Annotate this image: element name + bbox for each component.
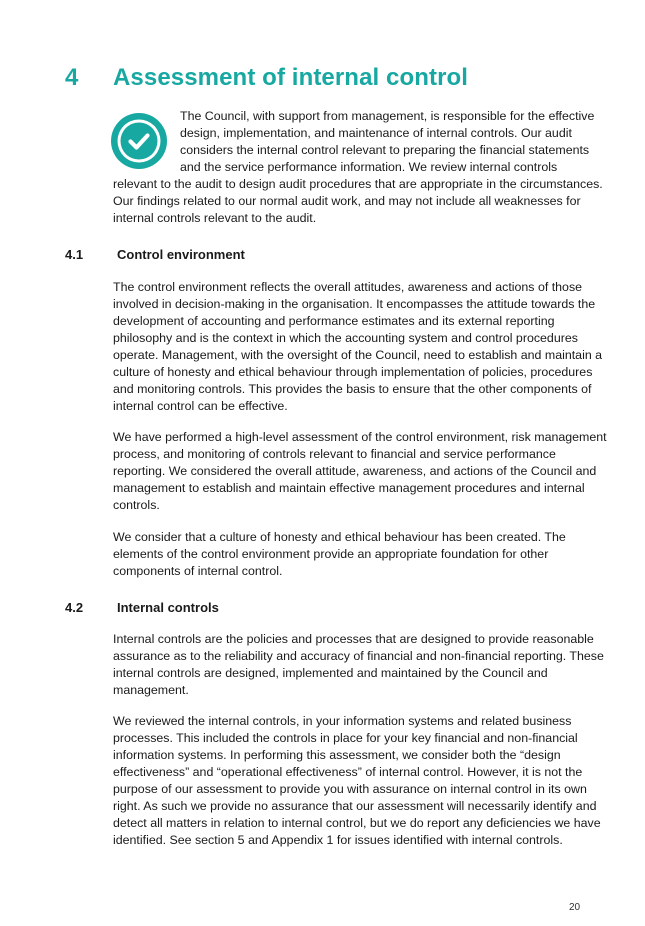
text-line: considers the internal control relevant to preparing the financial statements — [180, 143, 590, 157]
text-line: and monitoring controls. This provides the basis to ensure that the other components of — [113, 382, 592, 396]
text-line: and the service performance information. We review internal controls — [180, 160, 558, 174]
text-line: management to establish and maintain effective management procedures and internal — [113, 481, 585, 495]
text-line: Internal controls are the policies and processes that are designed to provide reasonable — [113, 632, 594, 646]
section-title: Assessment of internal control — [113, 64, 469, 91]
text-line: right. As such we provide no assurance that our assessment will necessarily identify and — [113, 799, 597, 813]
page-number: 20 — [569, 902, 581, 913]
subsection-title: Control environment — [117, 247, 245, 262]
text-line: philosophy and is the context in which the accounting system and control procedures — [113, 331, 578, 345]
text-line: identified. See section 5 and Appendix 1 for issues identified with internal controls. — [113, 833, 563, 847]
text-line: effectiveness” and “operational effectiveness” of internal control. However, it is not the — [113, 765, 583, 779]
text-line: elements of the control environment provide an appropriate foundation for other — [113, 547, 549, 561]
text-line: components of internal control. — [113, 564, 283, 578]
text-line: relevant to the audit to design audit procedures that are appropriate in the circumstances. — [113, 177, 603, 191]
text-line: The Council, with support from management, is responsible for the effective — [180, 109, 595, 123]
subsection-number: 4.2 — [65, 600, 84, 615]
text-line: management. — [113, 683, 189, 697]
check-circle-icon — [111, 113, 167, 169]
text-line: The control environment reflects the overall attitudes, awareness and actions of those — [113, 280, 583, 294]
text-line: internal control can be effective. — [113, 399, 288, 413]
section-number: 4 — [65, 64, 79, 91]
text-line: design, implementation, and maintenance of internal controls. Our audit — [180, 126, 572, 140]
text-line: detect all matters in relation to internal control, but we do report any deficiencies we have — [113, 816, 601, 830]
text-line: We reviewed the internal controls, in your information systems and related business — [113, 714, 572, 728]
text-line: internal controls relevant to the audit. — [113, 211, 317, 225]
text-line: assurance as to the reliability and accuracy of financial and non-financial reporting. These — [113, 649, 604, 663]
text-line: We have performed a high-level assessment of the control environment, risk management — [113, 430, 607, 444]
text-line: involved in decision-making in the organisation. It encompasses the attitude towards the — [113, 297, 596, 311]
text-line: process, and monitoring of controls relevant to financial and service performance — [113, 447, 556, 461]
text-line: development of accounting and performance estimates and its external reporting — [113, 314, 555, 328]
section-heading — [65, 64, 468, 92]
text-line: internal controls are designed, implemented and maintained by the Council and — [113, 666, 548, 680]
subsection-number: 4.1 — [65, 247, 84, 262]
text-line: reporting. We considered the overall attitude, awareness, and actions of the Council and — [113, 464, 597, 478]
text-line: information systems. In performing this assessment, we consider both the “design — [113, 748, 561, 762]
text-line: We consider that a culture of honesty and ethical behaviour has been created. The — [113, 530, 566, 544]
text-line: controls. — [113, 498, 160, 512]
text-line: processes. This included the controls in place for your key financial and non-financial — [113, 731, 578, 745]
text-line: operate. Management, with the oversight of the Council, need to establish and maintain a — [113, 348, 603, 362]
text-line: purpose of our assessment to provide you with assurance on internal control in its own — [113, 782, 587, 796]
subsection-title: Internal controls — [117, 600, 219, 615]
text-line: culture of honesty and ethical behaviour through implementation of policies, procedures — [113, 365, 593, 379]
text-line: Our findings related to our normal audit work, and may not include all weaknesses for — [113, 194, 581, 208]
